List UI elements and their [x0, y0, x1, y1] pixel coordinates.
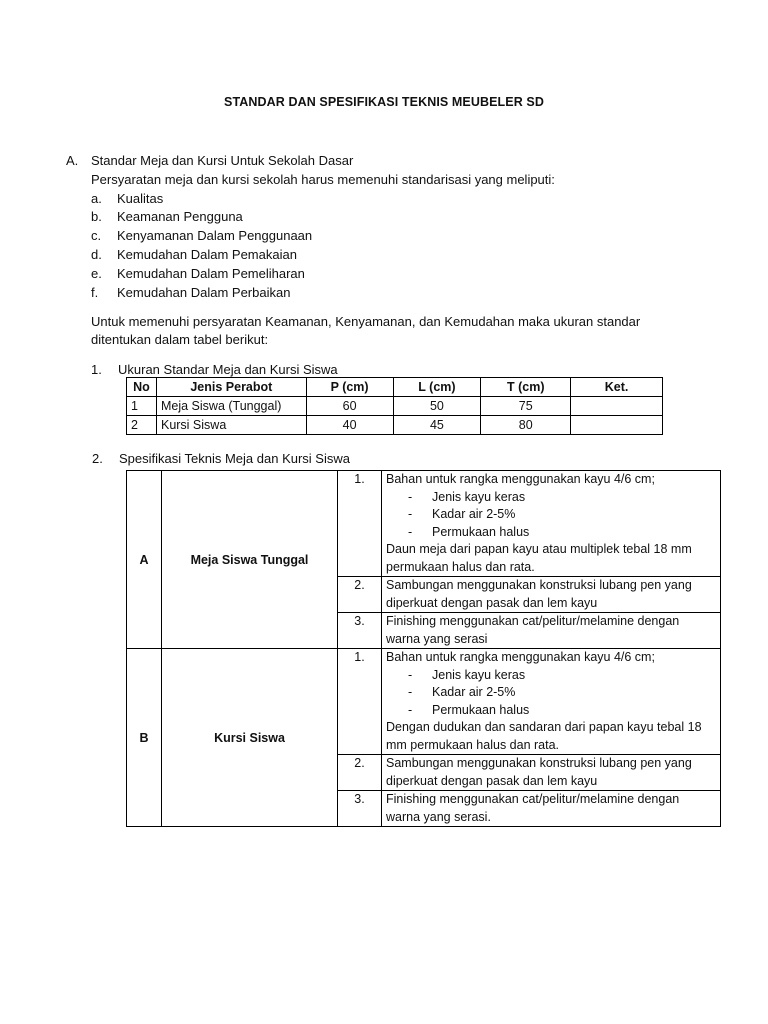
table-cell: 60 — [306, 397, 393, 416]
column-header: No — [127, 378, 157, 397]
spec-tail: Dengan dudukan dan sandaran dari papan kayu tebal 18 mm permukaan halus dan rata. — [386, 720, 702, 752]
spec-bullet-text: Kadar air 2-5% — [432, 685, 516, 699]
spec-number: 1. — [338, 649, 382, 755]
section-a — [66, 152, 726, 380]
list-item — [91, 246, 726, 265]
list-item-text: Keamanan Pengguna — [117, 209, 243, 225]
list-item-text: Kenyamanan Dalam Penggunaan — [117, 228, 313, 244]
table-cell: 45 — [393, 416, 481, 435]
column-header: T (cm) — [481, 378, 571, 397]
table-cell: Kursi Siswa — [156, 416, 306, 435]
table-cell: 40 — [306, 416, 393, 435]
spec-tail: Daun meja dari papan kayu atau multiplek tebal 18 mm permukaan halus dan rata. — [386, 542, 692, 574]
spec-description — [382, 471, 721, 577]
list-marker: b. — [91, 209, 102, 225]
spec-bullet-text: Jenis kayu keras — [432, 489, 526, 504]
spec-description: Finishing menggunakan cat/pelitur/melamine dengan warna yang serasi. — [382, 791, 721, 827]
spec-number: 2. — [338, 577, 382, 613]
spec-number: 2. — [338, 755, 382, 791]
spec-lead: Bahan untuk rangka menggunakan kayu 4/6 cm; — [386, 472, 655, 486]
column-header: L (cm) — [393, 378, 481, 397]
table-cell: Meja Siswa (Tunggal) — [156, 397, 306, 416]
list-item — [91, 284, 726, 303]
table-cell: 50 — [393, 397, 481, 416]
spec-number: 3. — [338, 791, 382, 827]
section-intro: Persyaratan meja dan kursi sekolah harus memenuhi standarisasi yang meliputi: — [91, 171, 555, 187]
spec-number: 3. — [338, 613, 382, 649]
subsection-number: 1. — [91, 362, 102, 378]
list-marker: f. — [91, 284, 99, 300]
list-item-text: Kemudahan Dalam Perbaikan — [117, 284, 291, 300]
list-marker: c. — [91, 228, 102, 244]
table-cell — [571, 416, 663, 435]
subsection-heading-text: Spesifikasi Teknis Meja dan Kursi Siswa — [119, 451, 350, 466]
spec-bullet-text: Jenis kayu keras — [432, 667, 526, 682]
list-item-text: Kemudahan Dalam Pemakaian — [117, 246, 297, 262]
table-row — [127, 416, 663, 435]
list-item — [91, 227, 726, 246]
section-heading-text: Standar Meja dan Kursi Untuk Sekolah Dasar — [91, 153, 354, 168]
list-marker: e. — [91, 265, 102, 281]
spec-bullet-text: Permukaan halus — [432, 524, 530, 539]
subsection-heading-text: Ukuran Standar Meja dan Kursi Siswa — [118, 362, 338, 378]
spec-description: Sambungan menggunakan konstruksi lubang pen yang diperkuat dengan pasak dan lem kayu — [382, 755, 721, 791]
list-item — [91, 190, 726, 209]
table-cell: 2 — [127, 416, 157, 435]
table-cell: 75 — [481, 397, 571, 416]
technical-spec-table — [126, 470, 721, 827]
group-name: Kursi Siswa — [162, 649, 338, 827]
list-item — [91, 208, 726, 227]
spec-bullet: - Kadar air 2-5% — [386, 506, 716, 524]
group-code: A — [127, 471, 162, 649]
list-marker: d. — [91, 246, 102, 262]
group-code: B — [127, 649, 162, 827]
spec-description: Sambungan menggunakan konstruksi lubang pen yang diperkuat dengan pasak dan lem kayu — [382, 577, 721, 613]
table-cell — [571, 397, 663, 416]
section-letter: A. — [66, 153, 79, 168]
column-header: Ket. — [571, 378, 663, 397]
list-item-text: Kualitas — [117, 190, 164, 206]
spec-bullet: - Jenis kayu keras — [386, 489, 716, 507]
table-row — [127, 397, 663, 416]
standard-paragraph — [91, 313, 726, 349]
table-header-row — [127, 378, 663, 397]
list-item — [91, 265, 726, 284]
spec-bullet-text: Permukaan halus — [432, 702, 530, 717]
spec-lead: Bahan untuk rangka menggunakan kayu 4/6 cm; — [386, 650, 655, 664]
spec-description — [382, 649, 721, 755]
list-item-text: Kemudahan Dalam Pemeliharan — [117, 265, 305, 281]
column-header: P (cm) — [306, 378, 393, 397]
section-a-heading — [66, 152, 726, 171]
spec-description: Finishing menggunakan cat/pelitur/melamine dengan warna yang serasi — [382, 613, 721, 649]
paragraph-line: ditentukan dalam tabel berikut: — [91, 332, 269, 348]
requirement-list — [91, 190, 726, 303]
table-cell: 80 — [481, 416, 571, 435]
table-row — [127, 471, 721, 577]
spec-bullet: - Kadar air 2-5% — [386, 684, 716, 702]
table-row — [127, 649, 721, 755]
document-title: STANDAR DAN SPESIFIKASI TEKNIS MEUBELER SD — [224, 95, 544, 109]
spec-bullet: - Permukaan halus — [386, 702, 716, 720]
group-name: Meja Siswa Tunggal — [162, 471, 338, 649]
spec-bullet: - Jenis kayu keras — [386, 667, 716, 685]
table-cell: 1 — [127, 397, 157, 416]
spec-bullet: - Permukaan halus — [386, 524, 716, 542]
paragraph-line: Untuk memenuhi persyaratan Keamanan, Kenyamanan, dan Kemudahan maka ukuran standar — [91, 314, 641, 330]
spec-bullet-text: Kadar air 2-5% — [432, 507, 516, 521]
spec-number: 1. — [338, 471, 382, 577]
subsection-number: 2. — [92, 451, 103, 466]
column-header: Jenis Perabot — [156, 378, 306, 397]
list-marker: a. — [91, 190, 102, 206]
size-standard-table — [126, 377, 663, 435]
subsection-2-heading — [92, 451, 350, 466]
